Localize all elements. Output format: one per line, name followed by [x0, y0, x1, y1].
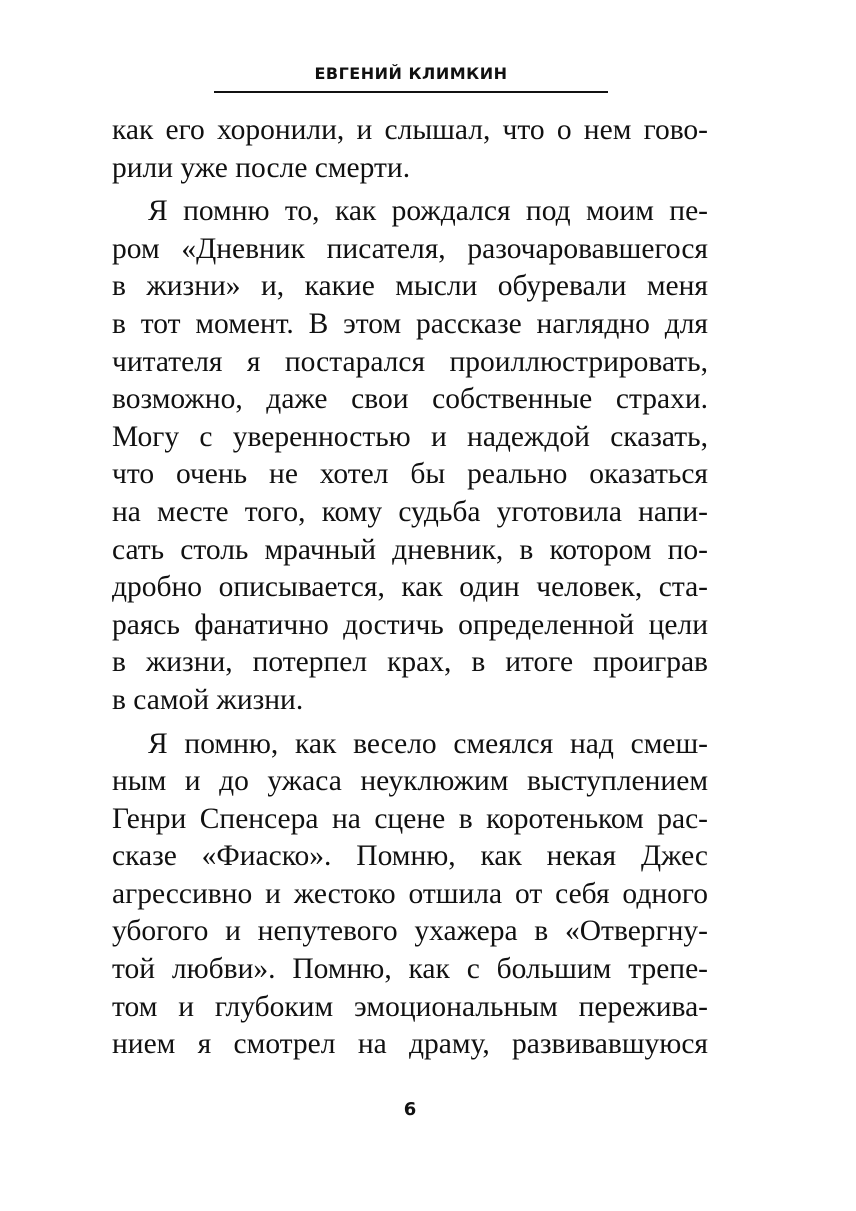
text-line: нием я смотрел на драму, развивавшуюся — [112, 1028, 708, 1061]
text-line: Я помню то, как рождался под моим пе- — [148, 195, 708, 228]
text-line: сать столь мрачный дневник, в котором по- — [112, 533, 708, 566]
text-line: в тот момент. В этом рассказе наглядно для — [112, 307, 708, 340]
text-line: убогого и непутевого ухажера в «Отвергну- — [112, 915, 708, 948]
paragraph-2 — [112, 193, 708, 719]
text-line: сказе «Фиаско». Помню, как некая Джес — [112, 840, 708, 873]
text-line: возможно, даже свои собственные страхи. — [112, 383, 708, 416]
page-number: 6 — [403, 1099, 417, 1120]
text-line: той любви». Помню, как с большим трепе- — [112, 953, 708, 986]
text-line: на месте того, кому судьба уготовила напи- — [112, 495, 708, 528]
text-line: что очень не хотел бы реально оказаться — [112, 458, 708, 491]
text-line: в самой жизни. — [112, 683, 304, 716]
text-line: как его хоронили, и слышал, что о нем гово- — [112, 114, 708, 146]
text-line: дробно описывается, как один человек, ста- — [112, 571, 708, 604]
text-line: раясь фанатично достичь определенной цели — [112, 608, 708, 641]
text-line: рили уже после смерти. — [112, 151, 411, 184]
text-line: в жизни» и, какие мысли обуревали меня — [112, 270, 708, 303]
text-line: ным и до ужаса неуклюжим выступлением — [112, 765, 708, 798]
text-line: читателя я постарался проиллюстрировать, — [112, 345, 708, 378]
text-line: Могу с уверенностью и надеждой сказать, — [112, 420, 708, 453]
text-line: агрессивно и жестоко отшила от себя одного — [112, 877, 708, 910]
text-line: том и глубоким эмоциональным пережива- — [112, 990, 708, 1023]
paragraph-3 — [112, 726, 708, 1064]
text-line: в жизни, потерпел крах, в итоге проиграв — [112, 646, 708, 679]
text-line: ром «Дневник писателя, разочаровавшегося — [112, 232, 708, 265]
body-text — [112, 112, 708, 1064]
paragraph-1 — [112, 112, 708, 187]
text-line: Генри Спенсера на сцене в коротеньком рас- — [112, 802, 708, 835]
running-header-author: ЕВГЕНИЙ КЛИМКИН — [314, 64, 508, 83]
text-line: Я помню, как весело смеялся над смеш- — [148, 727, 708, 760]
header-rule — [214, 91, 608, 93]
